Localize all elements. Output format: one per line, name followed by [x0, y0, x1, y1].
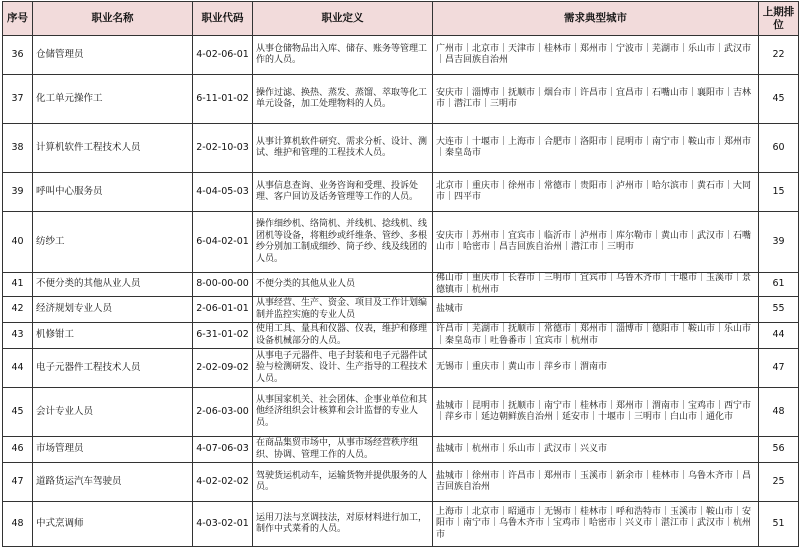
cell-code: 4-03-02-01 — [193, 502, 253, 547]
cell-rank: 39 — [759, 212, 799, 273]
header-name: 职业名称 — [33, 2, 193, 36]
cell-definition: 从事仓储物品出入库、储存、账务等管理工作的人员。 — [253, 36, 433, 75]
cell-seq: 39 — [3, 173, 33, 212]
cell-code: 2-02-10-03 — [193, 124, 253, 173]
cell-rank: 44 — [759, 323, 799, 349]
cell-name: 经济规划专业人员 — [33, 297, 193, 323]
occupation-demand-table — [2, 1, 799, 547]
cell-code: 4-02-06-01 — [193, 36, 253, 75]
cell-seq: 47 — [3, 463, 33, 502]
table-row — [3, 463, 799, 502]
cell-rank: 55 — [759, 297, 799, 323]
table-row — [3, 273, 799, 297]
cell-rank: 56 — [759, 437, 799, 463]
table-row — [3, 349, 799, 388]
cell-definition: 在商品集贸市场中，从事市场经营秩序组织、协调、管理工作的人员。 — [253, 437, 433, 463]
cell-name: 市场管理员 — [33, 437, 193, 463]
cell-cities: 安庆市｜苏州市｜宜宾市｜临沂市｜泸州市｜库尔勒市｜黄山市｜武汉市｜石嘴山市｜哈密市｜昌吉回族自治州｜潜江市｜三明市 — [433, 212, 759, 273]
cell-code: 2-06-01-01 — [193, 297, 253, 323]
cell-name: 中式烹调师 — [33, 502, 193, 547]
cell-name: 计算机软件工程技术人员 — [33, 124, 193, 173]
cell-rank: 61 — [759, 273, 799, 297]
cell-definition: 从事国家机关、社会团体、企事业单位和其他经济组织会计核算和会计监督的专业人员。 — [253, 388, 433, 437]
cell-cities: 许昌市｜芜湖市｜抚顺市｜常德市｜郑州市｜淄博市｜德阳市｜鞍山市｜乐山市｜秦皇岛市｜吐鲁番市｜宜宾市｜杭州市 — [433, 323, 759, 349]
cell-name: 道路货运汽车驾驶员 — [33, 463, 193, 502]
table-row — [3, 297, 799, 323]
cell-name: 仓储管理员 — [33, 36, 193, 75]
cell-cities: 佛山市｜重庆市｜长春市｜三明市｜宜宾市｜乌鲁木齐市｜十堰市｜玉溪市｜景德镇市｜杭州市 — [433, 273, 759, 297]
cell-definition: 从事经营、生产、资金、项目及工作计划编制并监控实施的专业人员 — [253, 297, 433, 323]
cell-code: 8-00-00-00 — [193, 273, 253, 297]
cell-definition: 驾驶货运机动车，运输货物并提供服务的人员。 — [253, 463, 433, 502]
cell-seq: 43 — [3, 323, 33, 349]
cell-definition: 不便分类的其他从业人员 — [253, 273, 433, 297]
cell-rank: 47 — [759, 349, 799, 388]
header-cities: 需求典型城市 — [433, 2, 759, 36]
cell-cities: 盐城市｜徐州市｜许昌市｜郑州市｜玉溪市｜新余市｜桂林市｜乌鲁木齐市｜昌吉回族自治州 — [433, 463, 759, 502]
cell-seq: 41 — [3, 273, 33, 297]
cell-rank: 51 — [759, 502, 799, 547]
table-row — [3, 124, 799, 173]
table-row — [3, 323, 799, 349]
cell-code: 6-11-01-02 — [193, 75, 253, 124]
cell-seq: 45 — [3, 388, 33, 437]
cell-code: 6-31-01-02 — [193, 323, 253, 349]
cell-seq: 48 — [3, 502, 33, 547]
cell-name: 化工单元操作工 — [33, 75, 193, 124]
cell-seq: 37 — [3, 75, 33, 124]
cell-seq: 36 — [3, 36, 33, 75]
table-row — [3, 36, 799, 75]
header-definition: 职业定义 — [253, 2, 433, 36]
cell-definition: 操作细纱机、络筒机、并线机、捻线机、线团机等设备，将粗纱或纤维条、管纱、多根纱分别加工制成细纱、筒子纱、线及线团的人员。 — [253, 212, 433, 273]
cell-seq: 44 — [3, 349, 33, 388]
cell-rank: 48 — [759, 388, 799, 437]
cell-code: 6-04-02-01 — [193, 212, 253, 273]
cell-seq: 38 — [3, 124, 33, 173]
header-code: 职业代码 — [193, 2, 253, 36]
cell-cities: 无锡市｜重庆市｜黄山市｜萍乡市｜渭南市 — [433, 349, 759, 388]
table-row — [3, 437, 799, 463]
cell-cities: 盐城市｜昆明市｜抚顺市｜南宁市｜桂林市｜郑州市｜渭南市｜宝鸡市｜西宁市｜萍乡市｜延边朝鲜族自治州｜延安市｜十堰市｜三明市｜白山市｜通化市 — [433, 388, 759, 437]
cell-cities: 盐城市｜杭州市｜乐山市｜武汉市｜兴义市 — [433, 437, 759, 463]
cell-cities: 盐城市 — [433, 297, 759, 323]
cell-name: 机修钳工 — [33, 323, 193, 349]
table-row — [3, 388, 799, 437]
table-row — [3, 502, 799, 547]
cell-seq: 40 — [3, 212, 33, 273]
cell-rank: 60 — [759, 124, 799, 173]
table-row — [3, 212, 799, 273]
header-rank: 上期排位 — [759, 2, 799, 36]
cell-rank: 25 — [759, 463, 799, 502]
table-header-row — [3, 2, 799, 36]
cell-cities: 北京市｜重庆市｜徐州市｜常德市｜贵阳市｜泸州市｜哈尔滨市｜黄石市｜大同市｜四平市 — [433, 173, 759, 212]
header-seq: 序号 — [3, 2, 33, 36]
cell-rank: 45 — [759, 75, 799, 124]
cell-definition: 使用工具、量具和仪器、仪表，维护和修理设备机械部分的人员。 — [253, 323, 433, 349]
cell-seq: 42 — [3, 297, 33, 323]
cell-cities: 大连市｜十堰市｜上海市｜合肥市｜洛阳市｜昆明市｜南宁市｜鞍山市｜郑州市｜秦皇岛市 — [433, 124, 759, 173]
cell-definition: 操作过滤、换热、蒸发、蒸馏、萃取等化工单元设备，加工处理物料的人员。 — [253, 75, 433, 124]
cell-name: 会计专业人员 — [33, 388, 193, 437]
cell-name: 纺纱工 — [33, 212, 193, 273]
cell-rank: 22 — [759, 36, 799, 75]
cell-code: 4-02-02-02 — [193, 463, 253, 502]
cell-name: 不便分类的其他从业人员 — [33, 273, 193, 297]
cell-rank: 15 — [759, 173, 799, 212]
cell-code: 2-02-09-02 — [193, 349, 253, 388]
cell-seq: 46 — [3, 437, 33, 463]
cell-definition: 从事计算机软件研究、需求分析、设计、测试、维护和管理的工程技术人员。 — [253, 124, 433, 173]
cell-definition: 从事信息查询、业务咨询和受理、投诉处理、客户回访及话务管理等工作的人员。 — [253, 173, 433, 212]
cell-definition: 从事电子元器件、电子封装和电子元器件试验与检测研发、设计、生产指导的工程技术人员。 — [253, 349, 433, 388]
cell-name: 电子元器件工程技术人员 — [33, 349, 193, 388]
table-row — [3, 173, 799, 212]
cell-cities: 安庆市｜淄博市｜抚顺市｜烟台市｜许昌市｜宜昌市｜石嘴山市｜襄阳市｜吉林市｜潜江市｜三明市 — [433, 75, 759, 124]
cell-code: 4-04-05-03 — [193, 173, 253, 212]
cell-name: 呼叫中心服务员 — [33, 173, 193, 212]
cell-code: 4-07-06-03 — [193, 437, 253, 463]
table-row — [3, 75, 799, 124]
cell-cities: 广州市｜北京市｜天津市｜桂林市｜郑州市｜宁波市｜芜湖市｜乐山市｜武汉市｜昌吉回族自治州 — [433, 36, 759, 75]
cell-definition: 运用刀法与烹调技法，对原材料进行加工，制作中式菜肴的人员。 — [253, 502, 433, 547]
cell-code: 2-06-03-00 — [193, 388, 253, 437]
cell-cities: 上海市｜北京市｜昭通市｜无锡市｜桂林市｜呼和浩特市｜玉溪市｜鞍山市｜安阳市｜南宁市｜乌鲁木齐市｜宝鸡市｜哈密市｜兴义市｜湛江市｜武汉市｜杭州市 — [433, 502, 759, 547]
